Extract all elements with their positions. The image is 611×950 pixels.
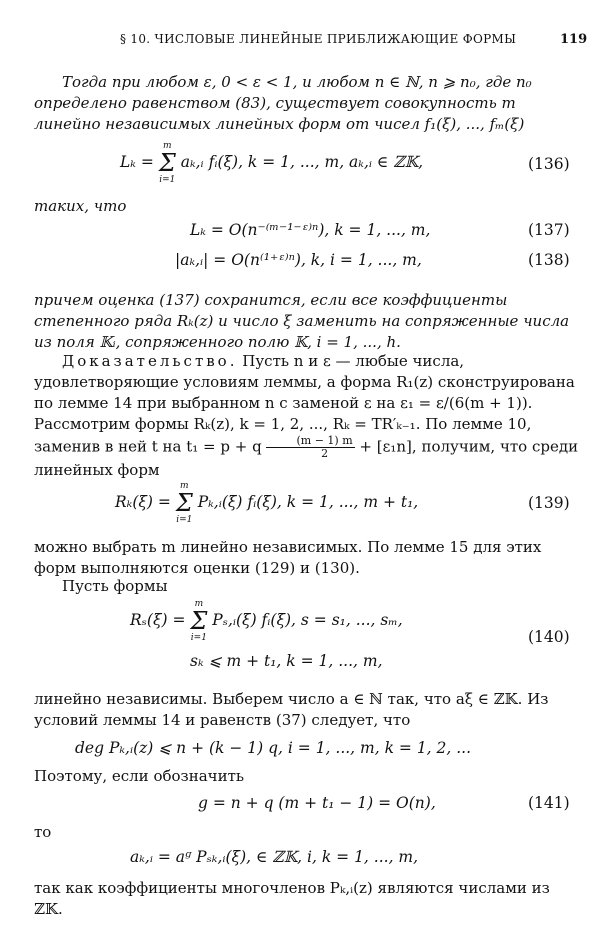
- paragraph-estimate-conjugate: причем оценка (137) сохранится, если все коэффициенты степенного ряда Rₖ(z) и число ξ заменить на сопряженные числа из поля 𝕂ᵢ, сопряженного полю 𝕂, i = 1, ..., h.: [34, 291, 570, 351]
- equation-139: [115, 480, 418, 526]
- eq140-lhs: Rₛ(ξ) =: [130, 611, 186, 629]
- eq136-lhs: Lₖ =: [120, 153, 154, 171]
- fraction-t1: [266, 435, 354, 460]
- eq139-sum-sign: Σ: [175, 489, 193, 517]
- eq136-sum: [159, 140, 176, 186]
- equation-140-line1: [130, 598, 403, 644]
- section-title: § 10. ЧИСЛОВЫЕ ЛИНЕЙНЫЕ ПРИБЛИЖАЮЩИЕ ФОРМЫ: [120, 32, 517, 46]
- eq140-rhs: Pₛ,ᵢ(ξ) fᵢ(ξ), s = s₁, ..., sₘ,: [212, 611, 403, 629]
- paragraph-lemma-statement: Тогда при любом ε, 0 < ε < 1, и любом n ∈ ℕ, n ⩾ n₀, где n₀ определено равенством (83), существует совокупность m линейно независимых линейных форм от чисел f₁(ξ), ..., fₘ(ξ): [34, 73, 532, 133]
- equation-deg: deg Pₖ,ᵢ(z) ⩽ n + (k − 1) q, i = 1, ..., m, k = 1, 2, ...: [75, 739, 472, 757]
- proof-label: Доказательство.: [62, 352, 238, 370]
- equation-136: [120, 140, 423, 186]
- proof-text: Пусть n и ε — любые числа, удовлетворяющие условиям леммы, а форма R₁(z) сконструирована по лемме 14 при выбранном n с заменой ε на ε₁ = ε/(6(m + 1)). Рассмотрим формы Rₖ(z), k = 1, 2, ..., Rₖ = TR′ₖ₋₁. По лемме 10, заменив в ней t на t₁ = p + q: [34, 352, 575, 456]
- proof-text-tail: + [ε₁n], получим, что среди линейных форм: [34, 437, 579, 479]
- eq136-rhs: aₖ,ᵢ fᵢ(ξ), k = 1, ..., m, aₖ,ᵢ ∈ ℤ𝕂,: [180, 153, 424, 171]
- running-header: [0, 32, 611, 52]
- equation-141: g = n + q (m + t₁ − 1) = O(n),: [198, 794, 436, 812]
- eq140-sum-top: m: [194, 599, 204, 609]
- fraction-denominator: 2: [321, 447, 329, 460]
- paragraph-choose-independent: можно выбрать m линейно независимых. По лемме 15 для этих форм выполняются оценки (129) и (130).: [34, 538, 542, 577]
- text-then: то: [34, 823, 52, 841]
- paragraph-proof: [34, 351, 579, 481]
- eq136-sum-top: m: [163, 141, 172, 151]
- equation-a-coefficients: aₖ,ᵢ = aᵍ Pₛₖ,ᵢ(ξ), ∈ ℤ𝕂, i, k = 1, ..., m,: [130, 848, 419, 866]
- paragraph-let-forms: Пусть формы: [62, 577, 168, 595]
- eq137-number: (137): [528, 221, 570, 239]
- eq138-number: (138): [528, 251, 570, 269]
- text-such-that: таких, что: [34, 197, 127, 215]
- eq139-number: (139): [528, 494, 570, 512]
- eq136-sum-bottom: i=1: [159, 175, 176, 185]
- eq140-sum-bottom: i=1: [190, 633, 207, 643]
- eq139-sum-top: m: [180, 481, 189, 491]
- eq136-sum-sign: Σ: [158, 149, 176, 177]
- eq139-sum: [176, 480, 193, 526]
- eq140-number: (140): [528, 628, 570, 646]
- eq136-number: (136): [528, 155, 570, 173]
- equation-140-line2: sₖ ⩽ m + t₁, k = 1, ..., m,: [190, 652, 383, 670]
- eq139-rhs: Pₖ,ᵢ(ξ) fᵢ(ξ), k = 1, ..., m + t₁,: [197, 493, 419, 511]
- eq139-sum-bottom: i=1: [176, 515, 193, 525]
- page-number: 119: [560, 32, 588, 47]
- paragraph-therefore: Поэтому, если обозначить: [34, 767, 245, 785]
- eq141-number: (141): [528, 794, 570, 812]
- fraction-numerator: (m − 1) m: [266, 435, 354, 448]
- paragraph-linearly-independent: линейно независимы. Выберем число a ∈ ℕ так, что aξ ∈ ℤ𝕂. Из условий леммы 14 и равенств (37) следует, что: [34, 690, 549, 729]
- eq140-sum-sign: Σ: [190, 607, 208, 635]
- eq140-sum: [190, 598, 207, 644]
- equation-138: |aₖ,ᵢ| = O(n⁽¹⁺ᵋ⁾ⁿ), k, i = 1, ..., m,: [175, 251, 422, 269]
- eq139-lhs: Rₖ(ξ) =: [115, 493, 171, 511]
- paragraph-since-coefficients: так как коэффициенты многочленов Pₖ,ᵢ(z) являются числами из ℤ𝕂.: [34, 879, 550, 918]
- equation-137: Lₖ = O(n⁻⁽ᵐ⁻¹⁻ᵋ⁾ⁿ), k = 1, ..., m,: [190, 221, 431, 239]
